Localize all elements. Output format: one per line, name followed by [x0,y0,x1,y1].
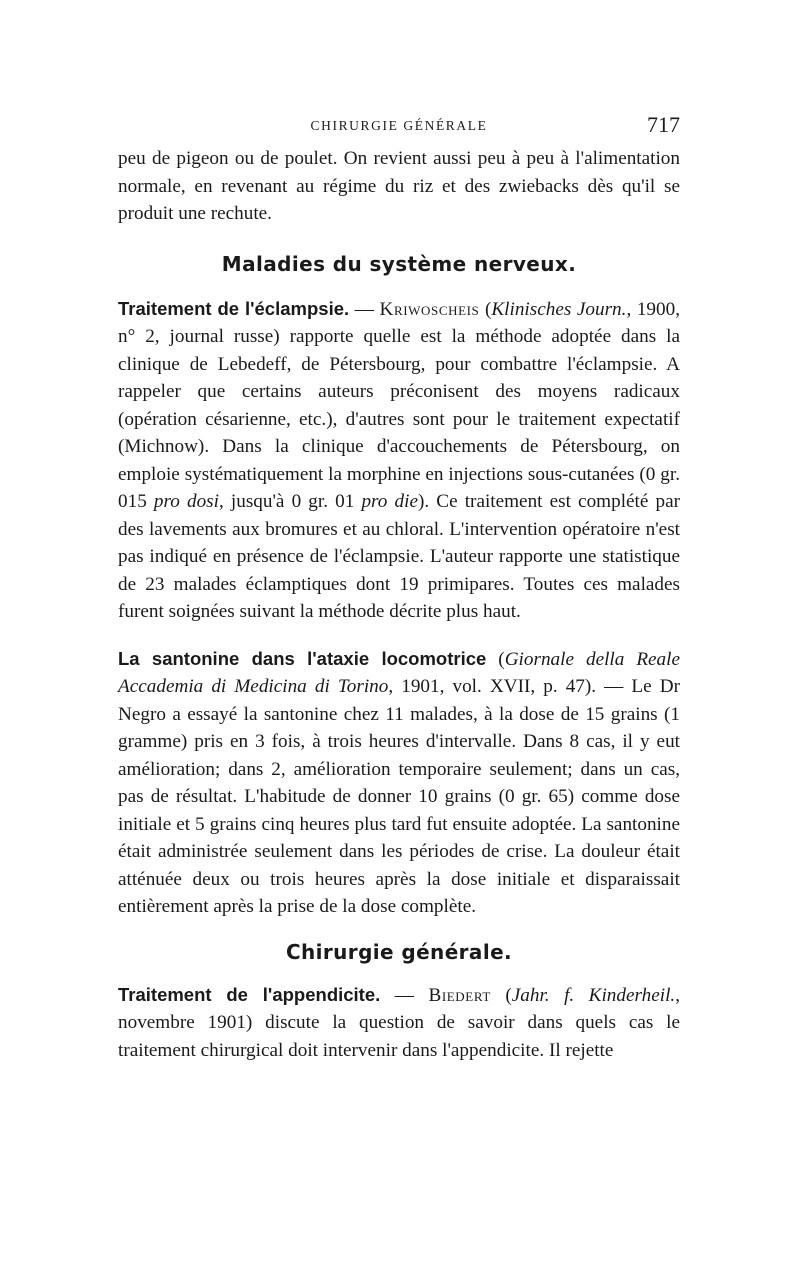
article-body: , 1900, n° 2, journal russe) rapporte quelle est la méthode adoptée dans la clinique de Lebedeff, de Pétersbourg, pour combattre l'éclampsie. A rappeler que certains auteurs préconisent des moyens radicaux (opération césarienne, etc.), d'autres sont pour le traitement expectatif (Michnow). Dans la clinique d'accouchements de Pétersbourg, on emploie systématiquement la morphine en injections sous-cutanées (0 gr. 015 [118,298,680,512]
journal-reference: Giornale della Reale Accademia di Medicina di Torino [118,648,681,697]
latin-term: pro dosi [153,491,219,512]
section-heading-nerveux: Maladies du système nerveux. [221,251,577,276]
article-title: La santonine dans l'ataxie locomotrice [118,647,487,669]
running-header [118,112,680,142]
author-name: Kriwoscheis [379,298,480,320]
article-body: ). Ce traitement est complété par des lavements aux bromures et au chloral. L'intervention opératoire n'est pas indiqué en présence de l'éclampsie. L'auteur rapporte une statistique de 23 malades éclamptiques dont 19 primipares. Toutes ces malades furent soignées suivant la méthode décrite plus haut. [118,491,681,622]
journal-reference: Jahr. f. Kinderheil. [511,984,676,1006]
section-heading-chirurgie: Chirurgie générale. [285,939,513,964]
dash: — [349,298,380,320]
article-eclampsie [118,295,680,626]
latin-term: pro die [361,491,418,512]
article-body: , novembre 1901) discute la question de savoir dans quels cas le traitement chirurgical doit intervenir dans l'appendicite. Il rejette [118,984,681,1061]
book-page [118,112,680,1064]
intro-paragraph: peu de pigeon ou de poulet. On revient aussi peu à peu à l'alimentation normale, en revenant au régime du riz et des zwiebacks dès qu'il se produit une rechute. [118,148,680,224]
article-title: Traitement de l'éclampsie. [118,297,350,319]
article-title: Traitement de l'appendicite. [118,983,381,1005]
running-title: CHIRURGIE GÉNÉRALE [310,118,488,133]
ref-open: ( [479,298,492,320]
article-body: , 1901, vol. XVII, p. 47). — Le Dr Negro a essayé la santonine chez 11 malades, à la dose de 15 grains (1 gramme) pris en 3 fois, à trois heures d'intervalle. Dans 8 cas, il y eut amélioration; dans 2, amélioration temporaire seulement; dans un cas, pas de résultat. L'habitude de donner 10 grains (0 gr. 65) comme dose initiale et 5 grains cinq heures plus tard fut ensuite adoptée. La santonine était administrée seulement dans les périodes de crise. La douleur était atténuée deux ou trois heures après la dose initiale et disparaissait entièrement après la prise de la dose complète. [118,676,680,917]
article-body: , jusqu'à 0 gr. 01 [218,491,362,512]
journal-reference: Klinisches Journ. [491,298,627,320]
article-appendicite [118,981,680,1065]
author-name: Biedert [428,984,491,1006]
dash: — [380,984,429,1006]
ref-open: ( [490,984,512,1006]
page-number: 717 [647,112,680,137]
article-santonine [118,645,680,921]
ref-open: ( [486,648,505,670]
